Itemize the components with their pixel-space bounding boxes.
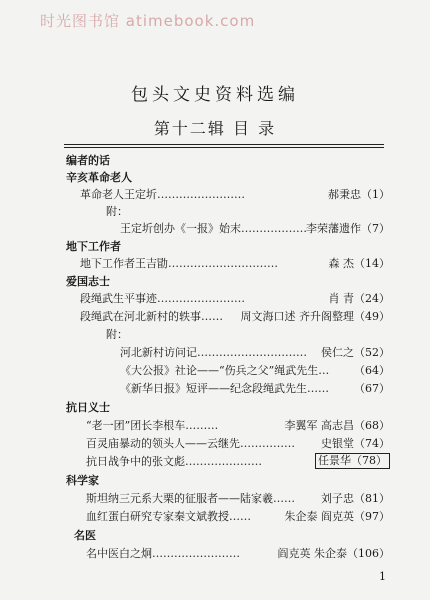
toc-row — [0, 255, 430, 273]
toc-row — [0, 273, 430, 291]
section-heading: 名医 — [74, 529, 96, 542]
entry-title: 《新华日报》短评——纪念段绳武先生…… — [120, 382, 329, 395]
watermark: 时光图书馆 atimebook.com — [40, 12, 256, 30]
toc-heading: 第十二辑 目 录 — [153, 119, 277, 138]
toc-row — [0, 417, 430, 435]
entry-title: 段绳武生平事迹…………………… — [80, 292, 245, 305]
entry-title: 河北新村访问记………………………… — [120, 346, 307, 359]
entry-page: （64） — [354, 364, 390, 377]
toc-row — [0, 399, 430, 417]
entry-title: 革命老人王定圻…………………… — [80, 188, 245, 201]
book-title: 包头文史资料选编 — [131, 85, 299, 105]
toc-row — [0, 238, 430, 256]
toc-row — [0, 453, 430, 471]
toc-row — [0, 380, 430, 398]
entry-title: 抗日战争中的张文彪………………… — [86, 455, 262, 468]
toc-row — [0, 490, 430, 508]
section-heading: 辛亥革命老人 — [66, 171, 132, 184]
toc-row — [0, 472, 430, 490]
toc-row — [0, 169, 430, 187]
toc-row — [0, 527, 430, 545]
toc-row — [0, 435, 430, 453]
entry-title: 段绳武在河北新村的轶事…… — [80, 310, 223, 323]
entry-author-page: 阎克英 朱企泰（106） — [277, 547, 390, 560]
entry-author-page: 周文海口述 齐升阁整理（49） — [240, 310, 390, 323]
toc-row — [0, 186, 430, 204]
toc-row — [0, 508, 430, 526]
toc-row — [0, 290, 430, 308]
entry-author-page: 肖 青（24） — [328, 292, 390, 305]
section-heading: 抗日义士 — [66, 401, 110, 414]
entry-title: 斯坦纳三元系大栗的征服者——陆家羲…… — [86, 492, 295, 505]
entry-title: 地下工作者王吉勖………………………… — [80, 257, 278, 270]
appendix-label: 附： — [106, 328, 128, 341]
toc-row — [0, 344, 430, 362]
section-heading: 编者的话 — [66, 154, 110, 167]
toc-row — [0, 203, 430, 221]
entry-title: 百灵庙暴动的领头人——云继先…………… — [86, 437, 295, 450]
entry-author-page: 朱企泰 阎克英（97） — [284, 510, 390, 523]
section-heading: 科学家 — [66, 474, 99, 487]
top-rule — [64, 144, 384, 145]
entry-author-page: 李翼军 高志昌（68） — [284, 419, 390, 432]
entry-page: （67） — [354, 382, 390, 395]
toc-row — [0, 308, 430, 326]
toc-row — [0, 362, 430, 380]
toc-row — [0, 545, 430, 563]
entry-title: 血红蛋白研究专家秦文斌教授…… — [86, 510, 251, 523]
entry-author-page: 侯仁之（52） — [321, 346, 390, 359]
toc-row — [0, 152, 430, 170]
entry-author-page: 刘子忠（81） — [321, 492, 390, 505]
entry-title: 王定圻创办《一报》始末……………… — [120, 222, 307, 235]
appendix-label: 附： — [106, 205, 128, 218]
entry-author-page: 史银堂（74） — [321, 437, 390, 450]
entry-author-page: 森 杰（14） — [328, 257, 390, 270]
entry-title: 名中医白之炯…………………… — [86, 547, 240, 560]
toc-row — [0, 326, 430, 344]
toc-row — [0, 220, 430, 238]
section-heading: 爱国志士 — [66, 275, 110, 288]
entry-author-page: 任景华（78） — [315, 453, 390, 469]
top-rule-inner — [64, 147, 384, 148]
entry-title: “老一团”团长李根车……… — [86, 419, 219, 432]
page-number: 1 — [379, 570, 386, 583]
section-heading: 地下工作者 — [66, 240, 121, 253]
entry-author-page: 李荣藩遗作（7） — [306, 222, 390, 235]
entry-title: 《大公报》社论——“伤兵之父”绳武先生… — [120, 364, 330, 377]
entry-author-page: 郝秉忠（1） — [328, 188, 390, 201]
